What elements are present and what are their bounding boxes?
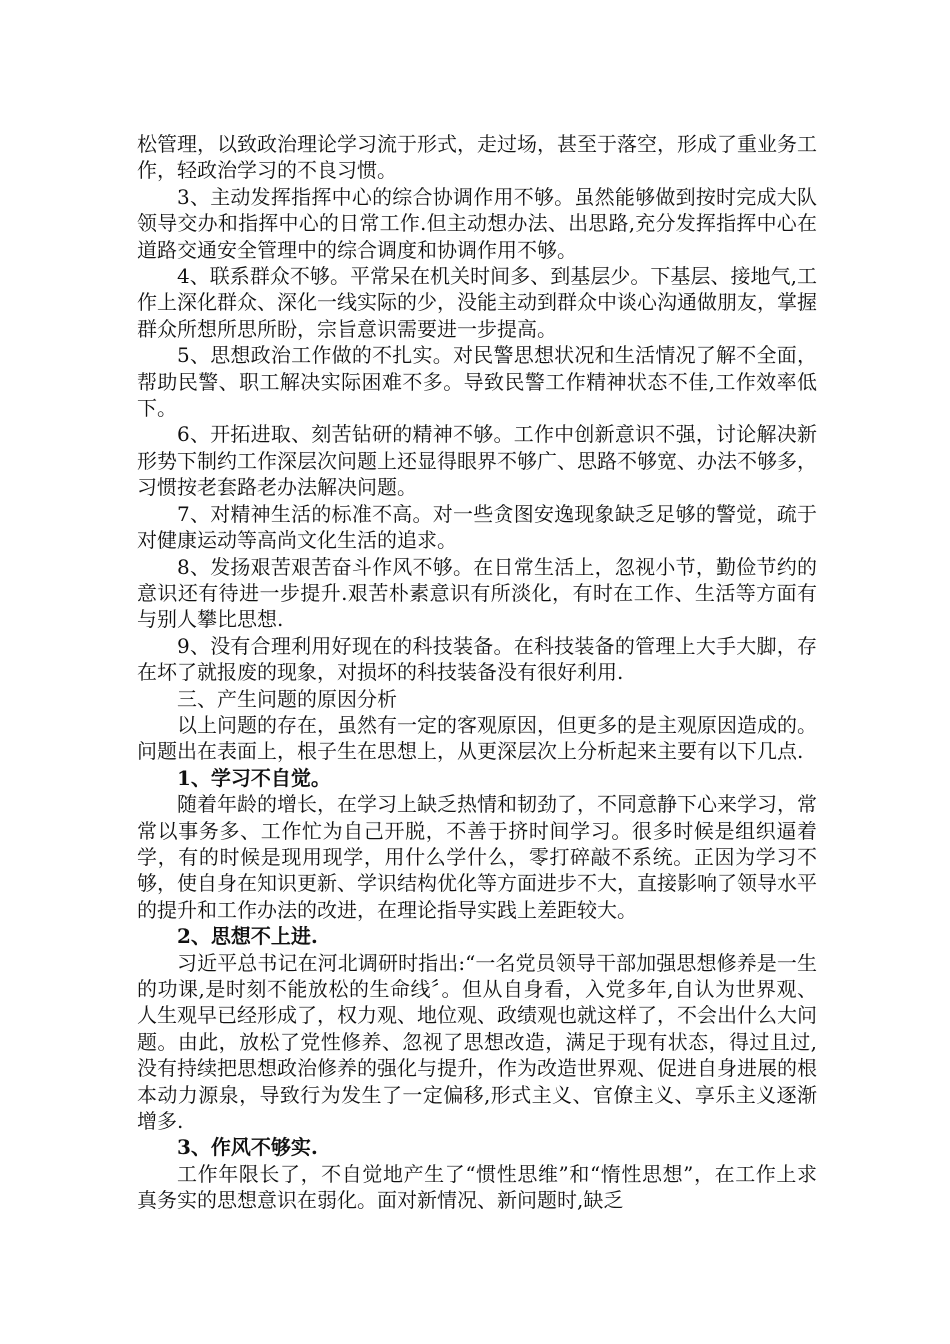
paragraph-study: 随着年龄的增长，在学习上缺乏热情和韧劲了，不同意静下心来学习，常常以事务多、工作忙为自己开脱，不善于挤时间学习。很多时候是组织逼着学，有的时候是现用现学，用什么学什么，零打碎敲不系统。正因为学习不够，使自身在知识更新、学识结构优化等方面进步不大，直接影响了领导水平的提升和工作办法的改进，在理论指导实践上差距较大。: [137, 792, 817, 922]
subheading-study: 1、学习不自觉。: [177, 765, 331, 790]
paragraph-continuation: 松管理，以致政治理论学习流于形式，走过场，甚至于落空，形成了重业务工作，轻政治学习的不良习惯。: [137, 132, 817, 183]
paragraph-item-6: 6、开拓进取、刻苦钻研的精神不够。工作中创新意识不强，讨论解决新形势下制约工作深层次问题上还显得眼界不够广、思路不够宽、办法不够多，习惯按老套路老办法解决问题。: [137, 422, 817, 500]
subheading-style: 3、作风不够实.: [177, 1135, 318, 1160]
paragraph-style: 工作年限长了，不自觉地产生了“惯性思维”和“惰性思想”，在工作上求真务实的思想意识在弱化。面对新情况、新问题时,缺乏: [137, 1161, 817, 1213]
paragraph-item-8: 8、发扬艰苦艰苦奋斗作风不够。在日常生活上，忽视小节，勤俭节约的意识还有待进一步提升.艰苦朴素意识有所淡化，有时在工作、生活等方面有与别人攀比思想.: [137, 554, 817, 632]
section-heading-causes: 三、产生问题的原因分析: [177, 686, 397, 711]
paragraph-item-9: 9、没有合理利用好现在的科技装备。在科技装备的管理上大手大脚，存在坏了就报废的现象，对损坏的科技装备没有很好利用.: [137, 633, 817, 685]
paragraph-item-5: 5、思想政治工作做的不扎实。对民警思想状况和生活情况了解不全面，帮助民警、职工解决实际困难不多。导致民警工作精神状态不佳,工作效率低下。: [137, 343, 817, 421]
paragraph-causes-intro: 以上问题的存在，虽然有一定的客观原因，但更多的是主观原因造成的。问题出在表面上，根子生在思想上，从更深层次上分析起来主要有以下几点.: [137, 712, 817, 764]
paragraph-item-7: 7、对精神生活的标准不高。对一些贪图安逸现象缺乏足够的警觉，疏于对健康运动等高尚文化生活的追求。: [137, 501, 817, 553]
paragraph-item-4: 4、联系群众不够。平常呆在机关时间多、到基层少。下基层、接地气,工作上深化群众、深化一线实际的少，没能主动到群众中谈心沟通做朋友，掌握群众所想所思所盼，宗旨意识需要进一步提高。: [137, 264, 817, 341]
paragraph-item-3: 3、主动发挥指挥中心的综合协调作用不够。虽然能够做到按时完成大队领导交办和指挥中心的日常工作.但主动想办法、出思路,充分发挥指挥中心在道路交通安全管理中的综合调度和协调作用不够。: [137, 184, 817, 262]
subheading-thought: 2、思想不上进.: [177, 924, 318, 949]
document-body: [137, 131, 817, 1214]
paragraph-thought: 习近平总书记在河北调研时指出:“一名党员领导干部加强思想修养是一生的功课,是时刻不能放松的生命线〞。但从自身看，入党多年,自认为世界观、人生观早已经形成了，权力观、地位观、政绩观也就这样了，不会出什么大问题。由此，放松了党性修养、忽视了思想改造，满足于现有状态，得过且过,没有持续把思想政治修养的强化与提升，作为改造世界观、促进自身进展的根本动力源泉，导致行为发生了一定偏移,形式主义、官僚主义、享乐主义逐渐增多.: [137, 950, 817, 1134]
